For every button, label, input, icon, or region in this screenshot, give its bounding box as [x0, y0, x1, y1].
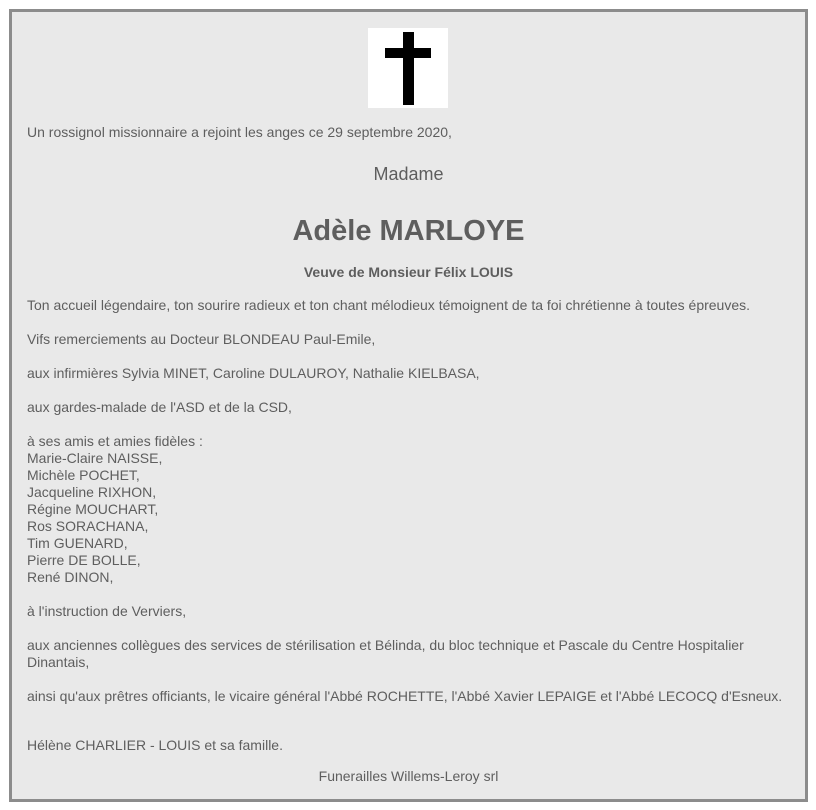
thanks-doctor: Vifs remerciements au Docteur BLONDEAU Paul-Emile,: [27, 331, 376, 347]
thanks-colleagues: aux anciennes collègues des services de stérilisation et Bélinda, du bloc technique et Pascale du Centre Hospitalier Dinantais,: [27, 637, 744, 670]
honorific-title: Madame: [373, 164, 444, 184]
latin-cross-icon: [368, 28, 448, 108]
friend-item: Tim GUENARD,: [27, 535, 128, 551]
thanks-instruction: à l'instruction de Verviers,: [27, 603, 187, 619]
spouse-line: Veuve de Monsieur Félix LOUIS: [303, 264, 514, 280]
funeral-home: Funerailles Willems-Leroy srl: [318, 768, 499, 784]
friend-item: Marie-Claire NAISSE,: [27, 450, 163, 466]
friend-item: Pierre DE BOLLE,: [27, 552, 141, 568]
family-signature: Hélène CHARLIER - LOUIS et sa famille.: [27, 737, 283, 753]
thanks-priests: ainsi qu'aux prêtres officiants, le vicaire général l'Abbé ROCHETTE, l'Abbé Xavier LEPAIGE et l'Abbé LECOCQ d'Esneux.: [27, 688, 783, 704]
intro-text: Un rossignol missionnaire a rejoint les anges ce 29 septembre 2020,: [27, 124, 452, 140]
friend-item: Régine MOUCHART,: [27, 501, 159, 517]
deceased-name: Adèle MARLOYE: [292, 215, 525, 247]
friend-item: Jacqueline RIXHON,: [27, 484, 157, 500]
obituary-card: [9, 9, 808, 802]
tribute-text: Ton accueil légendaire, ton sourire radieux et ton chant mélodieux témoignent de ta foi chrétienne à toutes épreuves.: [27, 297, 751, 313]
thanks-caregivers: aux gardes-malade de l'ASD et de la CSD,: [27, 399, 292, 415]
friend-item: Ros SORACHANA,: [27, 518, 149, 534]
friends-intro: à ses amis et amies fidèles :: [27, 433, 203, 449]
thanks-nurses: aux infirmières Sylvia MINET, Caroline DULAUROY, Nathalie KIELBASA,: [27, 365, 480, 381]
friend-item: Michèle POCHET,: [27, 467, 140, 483]
friend-item: René DINON,: [27, 569, 114, 585]
